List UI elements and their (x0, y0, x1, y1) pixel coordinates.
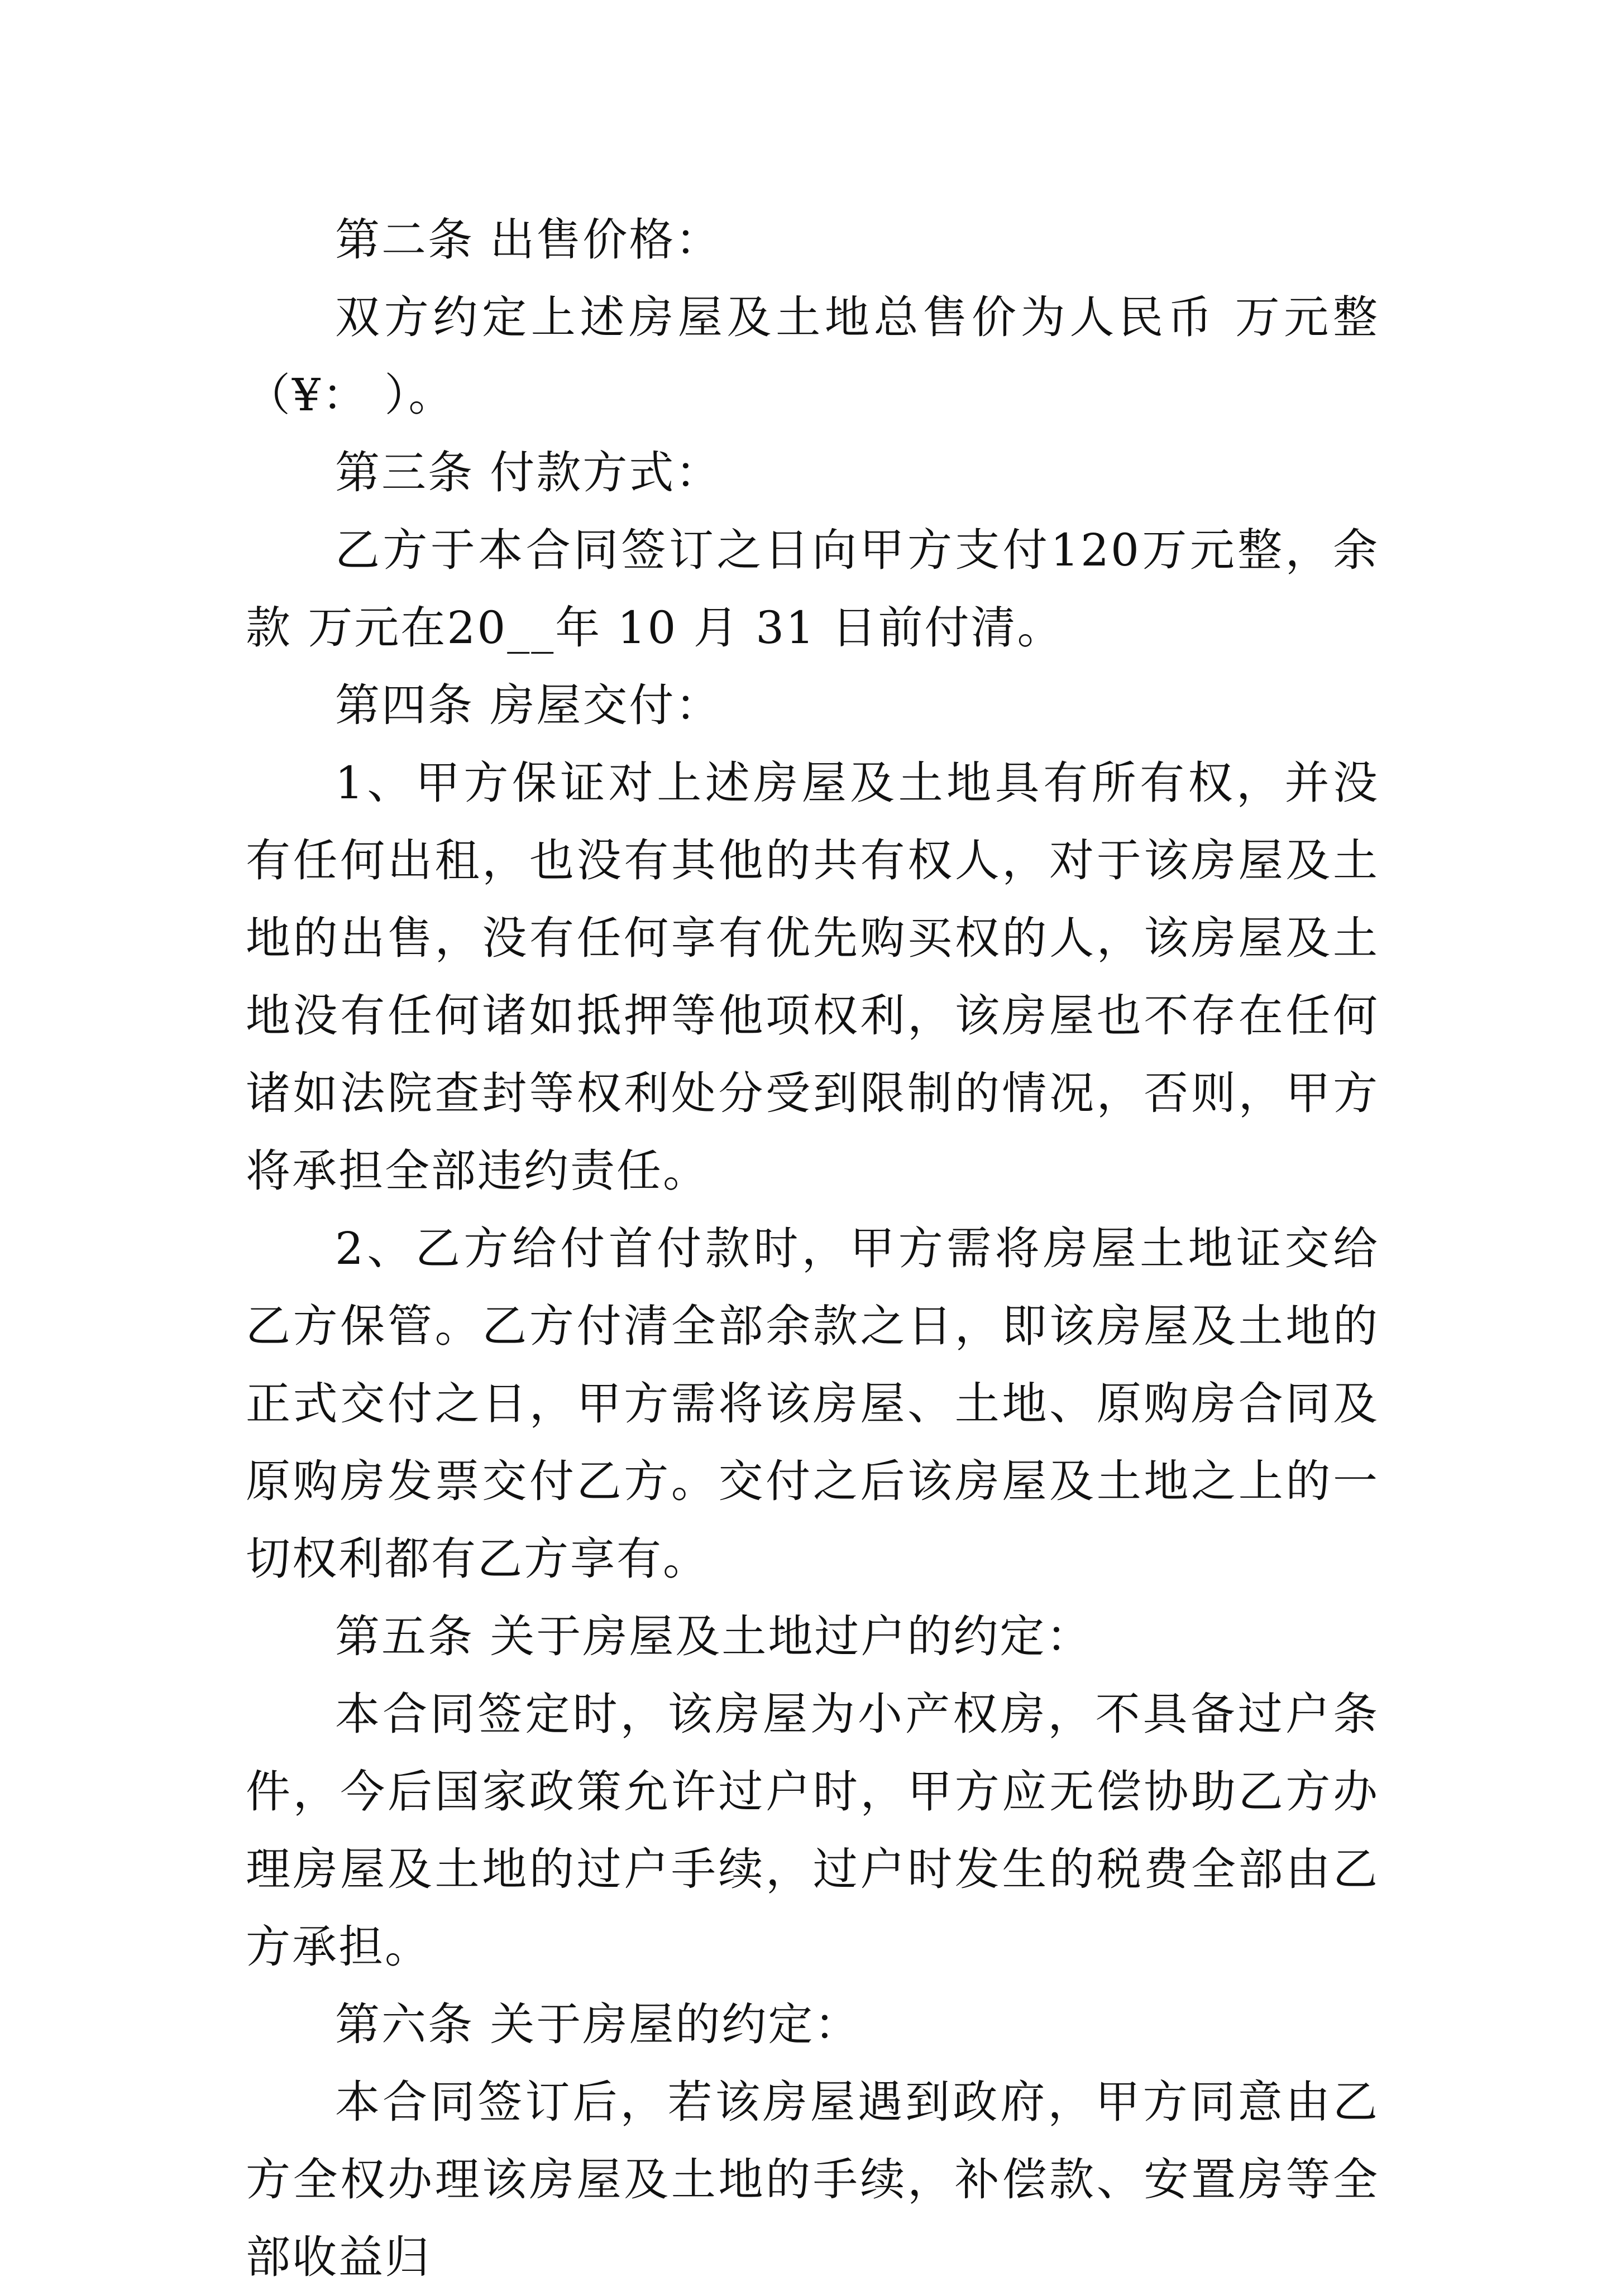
article-4-heading: 第四条 房屋交付： (335, 679, 722, 731)
article-6-paragraph-1: 本合同签订后，若该房屋遇到政府，甲方同意由乙方全权办理该房屋及土地的手续，补偿款、安置房等全部收益归 (246, 2076, 1379, 2283)
article-4-paragraph-2: 2、乙方给付首付款时，甲方需将房屋土地证交给乙方保管。乙方付清全部余款之日，即该房屋及土地的正式交付之日，甲方需将该房屋、土地、原购房合同及原购房发票交付乙方。交付之后该房屋及土地之上的一切权利都有乙方享有。 (246, 1223, 1379, 1585)
article-3-paragraph-1: 乙方于本合同签订之日向甲方支付120万元整，余款 万元在20__年 10 月 31 日前付清。 (246, 524, 1379, 654)
article-2-heading: 第二条 出售价格： (335, 214, 722, 266)
article-5-heading: 第五条 关于房屋及土地过户的约定： (335, 1610, 1093, 1662)
article-6-heading: 第六条 关于房屋的约定： (335, 1998, 861, 2050)
article-3-heading: 第三条 付款方式： (335, 447, 722, 498)
contract-body (246, 201, 1379, 2296)
article-5-paragraph-1: 本合同签定时，该房屋为小产权房，不具备过户条件，今后国家政策允许过户时，甲方应无偿协助乙方办理房屋及土地的过户手续，过户时发生的税费全部由乙方承担。 (246, 1688, 1379, 1973)
article-2-paragraph-1: 双方约定上述房屋及土地总售价为人民币 万元整（¥： ）。 (246, 291, 1379, 421)
article-4-paragraph-1: 1、甲方保证对上述房屋及土地具有所有权，并没有任何出租，也没有其他的共有权人，对于该房屋及土地的出售，没有任何享有优先购买权的人，该房屋及土地没有任何诸如抵押等他项权利，该房屋也不存在任何诸如法院查封等权利处分受到限制的情况，否则，甲方将承担全部违约责任。 (246, 757, 1379, 1197)
